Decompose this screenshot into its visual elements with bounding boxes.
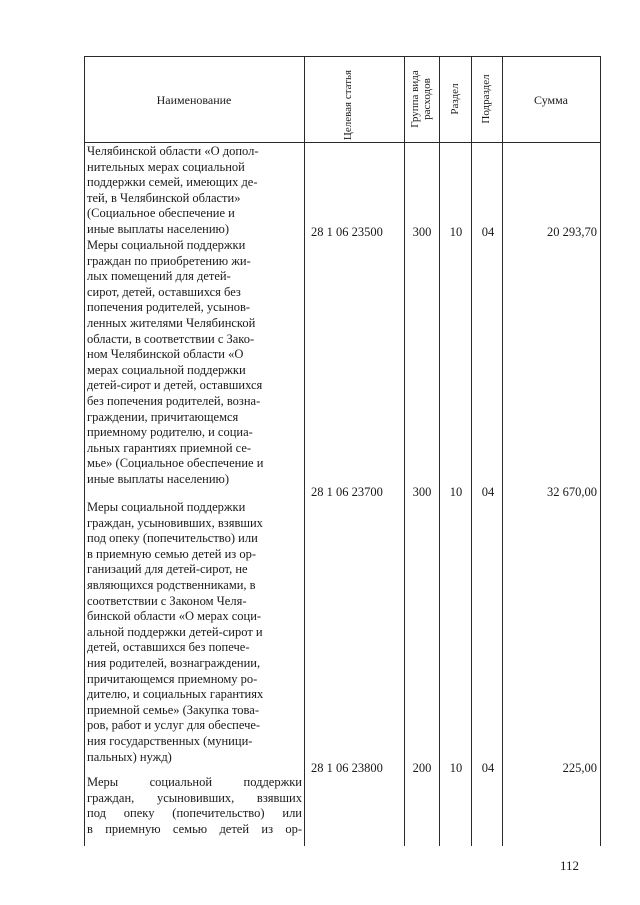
table-top-border [84, 56, 601, 57]
row-sum: 225,00 [562, 761, 597, 775]
page-number: 112 [560, 858, 580, 873]
row-section: 10 [449, 485, 463, 499]
column-divider [404, 56, 405, 846]
header-target: Целевая статья [342, 69, 354, 141]
header-expense-group: Группа вида расходов [409, 70, 433, 128]
column-divider [84, 56, 85, 846]
row-target: 28 1 06 23500 [311, 225, 383, 239]
row-name: Челябинской области «О допол- нительных мерах социальной поддержки семей, имеющих де- тей, в Челябинской области» (Социальное обеспечение и иные выплаты населению) [87, 144, 259, 236]
column-divider [439, 56, 440, 846]
row-subsection: 04 [481, 485, 495, 499]
row-name: Меры социальной поддержки граждан, усыновивших, взявших под опеку (попечительство) или в приемную семью детей из ор- ганизаций для детей-сирот, не являющихся родственниками, в соответствии с Законом Челя- бинской области «О мерах соци- альной поддержки детей-сирот и детей, оставшихся без попече- ния родителей, вознаграждении, причитающемся приемному ро- дителю, и социальных гарантиях приемной семье» (Закупка това- ров, работ и услуг для обеспече- ния государственных (муници- пальных) нужд) [87, 500, 264, 764]
header-subsection: Подраздел [480, 74, 492, 124]
header-name: Наименование [156, 93, 232, 107]
row-group: 300 [412, 485, 432, 499]
column-divider [471, 56, 472, 846]
row-name: Меры социальной поддержки граждан, усыновивших, взявших под опеку (попечительство) или в приемную семью детей из ор- [87, 775, 302, 836]
row-target: 28 1 06 23800 [311, 761, 383, 775]
row-group: 300 [412, 225, 432, 239]
row-target: 28 1 06 23700 [311, 485, 383, 499]
header-section: Раздел [449, 83, 461, 115]
header-sum: Сумма [534, 93, 568, 107]
row-subsection: 04 [481, 225, 495, 239]
row-section: 10 [449, 761, 463, 775]
row-group: 200 [412, 761, 432, 775]
row-sum: 32 670,00 [547, 485, 597, 499]
row-name: Меры социальной поддержки граждан по приобретению жи- лых помещений для детей- сирот, детей, оставшихся без попечения родителей, усынов- ленных жителями Челябинской области, в соответствии с Зако- ном Челябинской области «О мерах социальной поддержки детей-сирот и детей, оставшихся без попечения родителей, возна- граждении, причитающемся приемному родителю, и социа- льных гарантиях приемной се- мье» (Социальное обеспечение и иные выплаты населению) [87, 238, 264, 486]
row-sum: 20 293,70 [547, 225, 597, 239]
column-divider [600, 56, 601, 846]
column-divider [502, 56, 503, 846]
column-divider [304, 56, 305, 846]
row-subsection: 04 [481, 761, 495, 775]
row-section: 10 [449, 225, 463, 239]
